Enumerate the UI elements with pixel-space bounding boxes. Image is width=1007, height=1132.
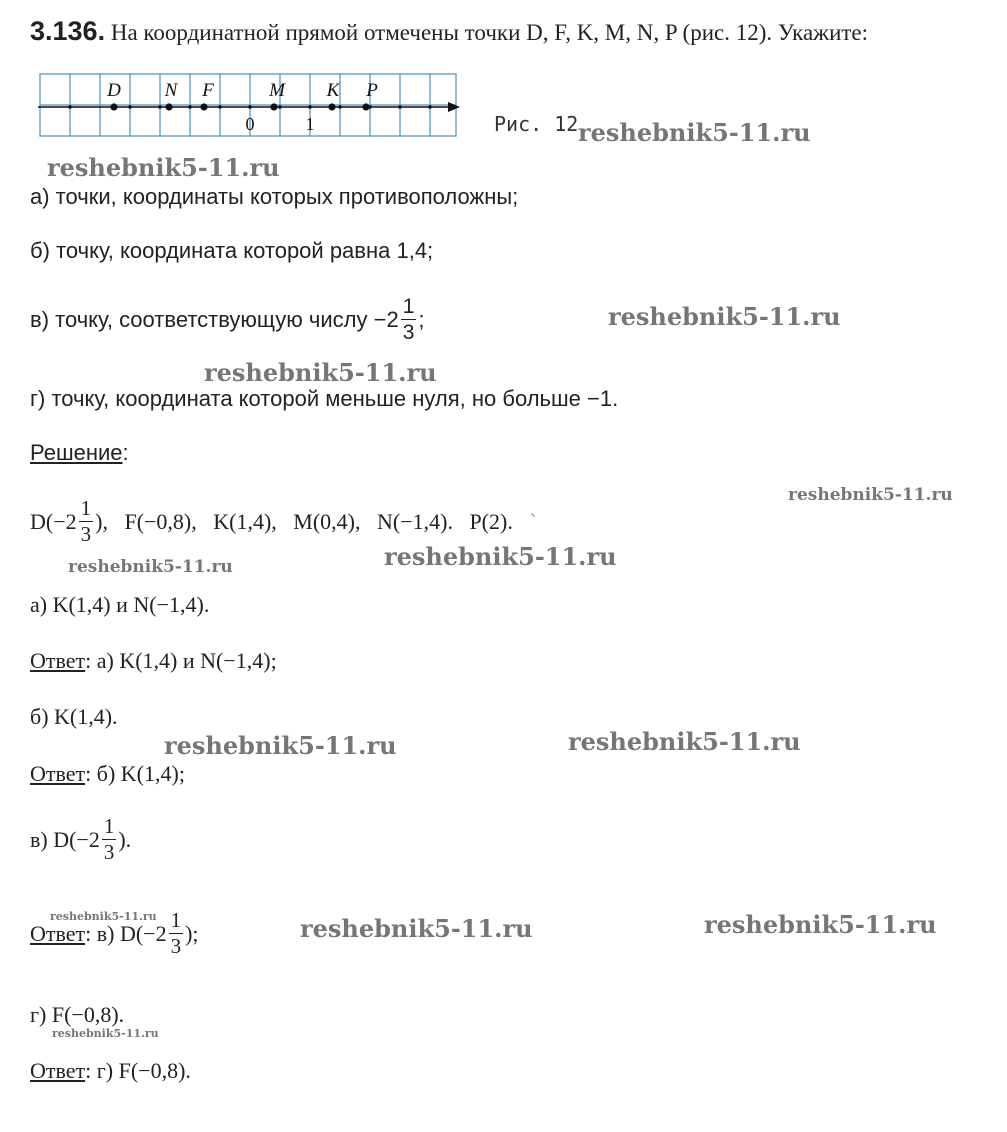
watermark: reshebnik5-11.ru (50, 910, 157, 923)
answer-label: Ответ (30, 648, 86, 673)
figure-caption: Рис. 12 (494, 112, 579, 136)
point-n-dot (165, 103, 172, 110)
coord-d-close: ), (95, 508, 108, 534)
fraction-one-third (79, 498, 94, 545)
task-item-v-prefix: в) точку, соответствующую числу (30, 306, 368, 332)
point-label-k: K (326, 80, 340, 101)
answer-label: Ответ (30, 761, 86, 786)
watermark: reshebnik5-11.ru (568, 727, 801, 756)
fraction-denominator: 3 (170, 934, 182, 958)
task-item-g: г) точку, координата которой меньше нуля, но больше −1. (30, 386, 619, 411)
watermark: reshebnik5-11.ru (578, 118, 811, 147)
fraction-one-third (102, 816, 117, 863)
answer-g-text: : г) F(−0,8). (85, 1058, 191, 1083)
answer-a-text: : а) K(1,4) и N(−1,4); (85, 648, 277, 673)
point-f-dot (200, 103, 207, 110)
solution-heading (30, 440, 129, 466)
task-item-v-suffix: ; (418, 306, 425, 332)
watermark: reshebnik5-11.ru (608, 302, 841, 331)
solution-heading-colon: : (122, 440, 129, 465)
axis-arrow-icon (448, 102, 460, 112)
task-statement: На координатной прямой отмечены точки D, F, K, M, N, P (рис. 12). Укажите: (110, 20, 869, 45)
stray-mark: ` (529, 508, 537, 534)
watermark: reshebnik5-11.ru (204, 358, 437, 387)
watermark: reshebnik5-11.ru (788, 485, 953, 505)
watermark: reshebnik5-11.ru (300, 914, 533, 943)
task-item-b: б) точку, координата которой равна 1,4; (30, 238, 434, 263)
answer-b-text: : б) K(1,4); (85, 761, 185, 786)
point-p-dot (362, 103, 369, 110)
point-label-m: M (269, 80, 285, 101)
tick-label-one: 1 (305, 114, 315, 134)
fraction-numerator: 1 (80, 496, 92, 520)
watermark: reshebnik5-11.ru (704, 910, 937, 939)
result-v-close: ). (118, 826, 132, 852)
solution-coordinates (30, 498, 537, 545)
task-header (30, 16, 868, 47)
coordinate-line-figure (28, 72, 468, 138)
point-label-n: N (164, 80, 178, 101)
coord-d-open: D(−2 (30, 508, 77, 534)
watermark: reshebnik5-11.ru (47, 153, 280, 182)
task-number: 3.136. (30, 16, 106, 46)
result-v (30, 816, 131, 863)
result-g: г) F(−0,8). (30, 1002, 125, 1027)
answer-a (30, 648, 277, 674)
watermark: reshebnik5-11.ru (68, 557, 233, 577)
fraction-one-third (169, 910, 184, 957)
point-d-dot (110, 103, 117, 110)
fraction-numerator: 1 (402, 295, 415, 318)
result-b: б) K(1,4). (30, 704, 118, 729)
fraction-denominator: 3 (402, 321, 415, 344)
watermark: reshebnik5-11.ru (384, 542, 617, 571)
fraction-numerator: 1 (170, 908, 182, 932)
answer-label: Ответ (30, 920, 86, 946)
answer-v-close: ); (185, 920, 199, 946)
solution-heading-label: Решение (30, 440, 123, 465)
task-item-v-value: −2 (373, 306, 399, 332)
point-k-dot (328, 103, 335, 110)
point-m-dot (270, 103, 277, 110)
tick-label-zero: 0 (245, 114, 255, 134)
watermark: reshebnik5-11.ru (164, 731, 397, 760)
answer-v-open: : в) D(−2 (85, 920, 167, 946)
coord-rest: F(−0,8), K(1,4), M(0,4), N(−1,4). P(2). (124, 508, 513, 534)
point-label-p: P (366, 80, 378, 101)
answer-g (30, 1058, 191, 1084)
watermark: reshebnik5-11.ru (52, 1027, 159, 1040)
answer-b (30, 761, 185, 787)
fraction-numerator: 1 (103, 814, 115, 838)
point-label-d: D (107, 80, 121, 101)
task-item-v (30, 296, 425, 343)
fraction-denominator: 3 (103, 840, 115, 864)
fraction-denominator: 3 (80, 522, 92, 546)
result-a: а) K(1,4) и N(−1,4). (30, 592, 210, 617)
task-item-a: а) точки, координаты которых противоположны; (30, 184, 519, 209)
answer-label: Ответ (30, 1058, 86, 1083)
fraction-one-third (401, 296, 417, 343)
point-label-f: F (202, 80, 214, 101)
result-v-open: в) D(−2 (30, 826, 100, 852)
